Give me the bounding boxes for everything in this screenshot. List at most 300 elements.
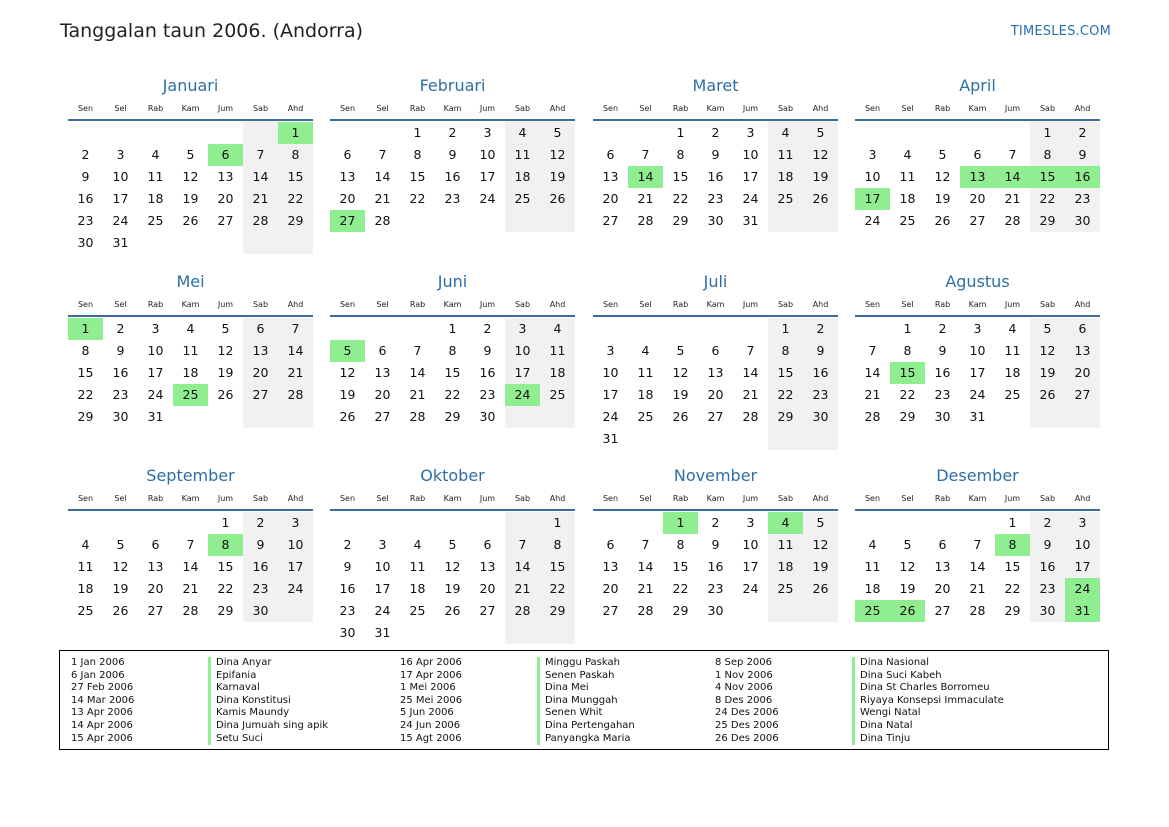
empty-cell — [855, 318, 890, 340]
day-cell: 16 — [707, 169, 724, 184]
day-cell: 18 — [540, 362, 575, 384]
day-cell: 28 — [1004, 213, 1021, 228]
day-cell: 31 — [374, 625, 391, 640]
day-cell: 15 — [1004, 559, 1021, 574]
day-cell: 26 — [803, 578, 838, 600]
holiday-day-cell: 16 — [1065, 166, 1100, 188]
day-cell: 15 — [409, 169, 426, 184]
day-cell: 7 — [278, 318, 313, 340]
weekday-header — [855, 297, 1100, 313]
holiday-name: Senen Paskah — [537, 670, 635, 683]
weekday-label: Rab — [409, 300, 426, 309]
empty-cell — [505, 406, 540, 428]
day-cell: 17 — [505, 362, 540, 384]
day-cell: 25 — [147, 213, 164, 228]
day-cell: 30 — [1065, 210, 1100, 232]
weekday-header — [330, 101, 575, 117]
holiday-name-column — [537, 657, 635, 745]
holiday-name-column — [852, 657, 1004, 745]
month-november — [593, 464, 838, 622]
day-cell: 13 — [243, 340, 278, 362]
holiday-day-cell: 15 — [1030, 166, 1065, 188]
holiday-date: 27 Feb 2006 — [71, 682, 134, 694]
day-cell: 14 — [243, 166, 278, 188]
day-cell: 14 — [505, 556, 540, 578]
day-cell: 12 — [1030, 340, 1065, 362]
day-cell: 1 — [676, 125, 685, 140]
weekday-label: Ahd — [1074, 300, 1091, 309]
empty-cell — [400, 318, 435, 340]
day-cell: 8 — [540, 534, 575, 556]
day-cell: 4 — [186, 321, 195, 336]
day-cell: 7 — [746, 343, 755, 358]
weekday-label: Ahd — [287, 494, 304, 503]
day-cell: 11 — [182, 343, 199, 358]
day-cell: 14 — [182, 559, 199, 574]
day-grid — [855, 122, 1100, 232]
weekday-label: Sab — [1039, 494, 1056, 503]
weekday-label: Jum — [1004, 300, 1021, 309]
day-cell: 7 — [868, 343, 877, 358]
day-cell: 13 — [602, 559, 619, 574]
weekday-label: Jum — [742, 494, 759, 503]
day-cell: 7 — [973, 537, 982, 552]
day-cell: 9 — [448, 147, 457, 162]
day-cell: 20 — [243, 362, 278, 384]
holiday-day-cell: 25 — [855, 600, 890, 622]
day-cell: 3 — [483, 125, 492, 140]
weekday-label: Kam — [443, 494, 462, 503]
holiday-date: 14 Apr 2006 — [71, 719, 133, 731]
month-name: Desember — [936, 466, 1019, 485]
day-cell: 9 — [1030, 534, 1065, 556]
day-cell: 29 — [444, 409, 461, 424]
day-cell: 23 — [112, 387, 129, 402]
day-cell: 1 — [1030, 122, 1065, 144]
weekday-label: Sab — [777, 494, 794, 503]
month-juli — [593, 270, 838, 450]
day-cell: 8 — [1030, 144, 1065, 166]
day-cell: 6 — [378, 343, 387, 358]
holiday-day-cell: 8 — [208, 534, 243, 556]
day-cell: 22 — [1004, 581, 1021, 596]
day-cell: 18 — [768, 166, 803, 188]
day-cell: 19 — [339, 387, 356, 402]
day-cell: 13 — [1065, 340, 1100, 362]
day-cell: 22 — [899, 387, 916, 402]
day-cell: 21 — [505, 578, 540, 600]
day-cell: 20 — [602, 191, 619, 206]
empty-cell — [208, 122, 243, 144]
holiday-day-cell: 1 — [278, 122, 313, 144]
empty-cell — [890, 512, 925, 534]
day-cell: 4 — [81, 537, 90, 552]
day-cell: 4 — [903, 147, 912, 162]
day-cell: 6 — [606, 147, 615, 162]
empty-cell — [330, 122, 365, 144]
weekday-label: Ahd — [1074, 104, 1091, 113]
day-cell: 16 — [77, 191, 94, 206]
day-cell: 27 — [243, 384, 278, 406]
day-cell: 19 — [182, 191, 199, 206]
day-cell: 2 — [483, 321, 492, 336]
day-cell: 15 — [540, 556, 575, 578]
day-cell: 24 — [374, 603, 391, 618]
month-divider — [855, 119, 1100, 121]
day-cell: 21 — [278, 362, 313, 384]
weekday-label: Sab — [1039, 104, 1056, 113]
day-cell: 25 — [768, 578, 803, 600]
day-cell: 18 — [637, 387, 654, 402]
day-cell: 18 — [1004, 365, 1021, 380]
day-cell: 9 — [243, 534, 278, 556]
day-cell: 26 — [803, 188, 838, 210]
day-cell: 28 — [637, 213, 654, 228]
empty-cell — [68, 122, 103, 144]
empty-cell — [663, 428, 698, 450]
empty-cell — [995, 406, 1030, 428]
day-cell: 18 — [864, 581, 881, 596]
month-divider — [593, 315, 838, 317]
day-cell: 4 — [540, 318, 575, 340]
day-cell: 10 — [602, 365, 619, 380]
day-cell: 9 — [711, 147, 720, 162]
day-cell: 8 — [676, 147, 685, 162]
day-grid — [330, 122, 575, 232]
empty-cell — [278, 406, 313, 428]
day-cell: 1 — [768, 318, 803, 340]
weekday-label: Jum — [1004, 104, 1021, 113]
day-cell: 5 — [803, 512, 838, 534]
day-cell: 2 — [803, 318, 838, 340]
empty-cell — [628, 122, 663, 144]
day-cell: 2 — [711, 515, 720, 530]
month-name: Juni — [437, 272, 468, 291]
day-cell: 14 — [374, 169, 391, 184]
holiday-day-cell: 14 — [628, 166, 663, 188]
day-cell: 28 — [864, 409, 881, 424]
day-cell: 8 — [903, 343, 912, 358]
weekday-label: Rab — [672, 104, 689, 113]
weekday-label: Kam — [443, 300, 462, 309]
weekday-label: Sen — [77, 300, 94, 309]
day-cell: 12 — [112, 559, 129, 574]
holiday-name: Dina Konstitusi — [208, 695, 328, 708]
holiday-day-cell: 5 — [330, 340, 365, 362]
weekday-label: Kam — [968, 104, 987, 113]
day-cell: 1 — [221, 515, 230, 530]
weekday-label: Sab — [514, 300, 531, 309]
month-mei — [68, 270, 313, 428]
day-cell: 2 — [711, 125, 720, 140]
empty-cell — [173, 122, 208, 144]
holiday-date: 6 Jan 2006 — [71, 669, 125, 681]
holiday-name: Dina Pertengahan — [537, 720, 635, 733]
day-cell: 26 — [112, 603, 129, 618]
weekday-label: Kam — [968, 494, 987, 503]
day-cell: 30 — [479, 409, 496, 424]
holiday-day-cell: 24 — [505, 384, 540, 406]
day-cell: 25 — [768, 188, 803, 210]
empty-cell — [593, 318, 628, 340]
day-cell: 25 — [77, 603, 94, 618]
day-cell: 7 — [378, 147, 387, 162]
weekday-label: Sab — [252, 300, 269, 309]
day-cell: 27 — [707, 409, 724, 424]
weekday-label: Ahd — [549, 104, 566, 113]
holiday-day-cell: 27 — [330, 210, 365, 232]
empty-cell — [925, 512, 960, 534]
day-cell: 20 — [147, 581, 164, 596]
holiday-day-cell: 17 — [855, 188, 890, 210]
day-cell: 27 — [934, 603, 951, 618]
empty-cell — [540, 210, 575, 232]
site-link[interactable]: TIMESLES.COM — [1010, 24, 1111, 39]
empty-cell — [243, 406, 278, 428]
day-cell: 5 — [448, 537, 457, 552]
day-cell: 10 — [864, 169, 881, 184]
weekday-label: Sel — [901, 300, 914, 309]
day-cell: 21 — [374, 191, 391, 206]
day-cell: 15 — [444, 365, 461, 380]
month-divider — [330, 315, 575, 317]
day-cell: 14 — [409, 365, 426, 380]
day-cell: 20 — [602, 581, 619, 596]
day-cell: 26 — [672, 409, 689, 424]
day-cell: 31 — [602, 431, 619, 446]
day-cell: 20 — [339, 191, 356, 206]
day-grid — [330, 318, 575, 428]
month-oktober — [330, 464, 575, 644]
day-cell: 6 — [1065, 318, 1100, 340]
day-cell: 27 — [969, 213, 986, 228]
day-cell: 20 — [374, 387, 391, 402]
month-name: November — [673, 466, 758, 485]
day-cell: 6 — [151, 537, 160, 552]
weekday-label: Rab — [672, 494, 689, 503]
empty-cell — [243, 122, 278, 144]
empty-cell — [435, 210, 470, 232]
day-cell: 19 — [934, 191, 951, 206]
day-cell: 2 — [343, 537, 352, 552]
month-name: Februari — [419, 76, 486, 95]
weekday-label: Kam — [968, 300, 987, 309]
day-cell: 2 — [243, 512, 278, 534]
day-cell: 18 — [147, 191, 164, 206]
day-cell: 23 — [707, 191, 724, 206]
day-cell: 4 — [768, 122, 803, 144]
day-cell: 8 — [81, 343, 90, 358]
weekday-label: Sel — [639, 104, 652, 113]
day-cell: 16 — [243, 556, 278, 578]
day-cell: 11 — [768, 144, 803, 166]
day-cell: 30 — [77, 235, 94, 250]
month-name: Oktober — [420, 466, 485, 485]
day-cell: 14 — [637, 559, 654, 574]
holiday-date: 8 Des 2006 — [715, 694, 773, 706]
day-cell: 13 — [147, 559, 164, 574]
weekday-label: Ahd — [549, 300, 566, 309]
holiday-name: Dina Tinju — [852, 733, 1004, 746]
empty-cell — [243, 232, 278, 254]
day-cell: 27 — [602, 603, 619, 618]
day-cell: 23 — [934, 387, 951, 402]
weekday-label: Sen — [602, 104, 619, 113]
day-cell: 10 — [1065, 534, 1100, 556]
day-cell: 24 — [479, 191, 496, 206]
day-cell: 11 — [147, 169, 164, 184]
day-grid — [68, 122, 313, 254]
day-cell: 2 — [938, 321, 947, 336]
day-cell: 5 — [186, 147, 195, 162]
empty-cell — [1030, 406, 1065, 428]
holiday-list — [59, 650, 1109, 750]
weekday-label: Jum — [479, 494, 496, 503]
empty-cell — [768, 428, 803, 450]
holiday-date: 24 Jun 2006 — [400, 719, 461, 731]
month-divider — [68, 119, 313, 121]
day-cell: 15 — [672, 559, 689, 574]
day-cell: 6 — [343, 147, 352, 162]
day-cell: 30 — [707, 603, 724, 618]
day-cell: 19 — [803, 166, 838, 188]
empty-cell — [173, 232, 208, 254]
weekday-header — [593, 491, 838, 507]
day-cell: 8 — [768, 340, 803, 362]
day-cell: 21 — [864, 387, 881, 402]
holiday-date-column — [71, 657, 134, 745]
weekday-header — [330, 297, 575, 313]
weekday-label: Kam — [181, 104, 200, 113]
holiday-day-cell: 1 — [663, 512, 698, 534]
day-cell: 10 — [112, 169, 129, 184]
holiday-day-cell: 1 — [68, 318, 103, 340]
day-cell: 11 — [768, 534, 803, 556]
day-cell: 27 — [217, 213, 234, 228]
holiday-date: 26 Des 2006 — [715, 732, 779, 744]
day-cell: 12 — [934, 169, 951, 184]
day-cell: 27 — [374, 409, 391, 424]
day-cell: 2 — [116, 321, 125, 336]
day-cell: 24 — [147, 387, 164, 402]
day-grid — [593, 318, 838, 450]
holiday-name: Setu Suci — [208, 733, 328, 746]
day-cell: 14 — [278, 340, 313, 362]
weekday-label: Sen — [864, 300, 881, 309]
day-cell: 29 — [672, 213, 689, 228]
weekday-label: Ahd — [287, 104, 304, 113]
weekday-label: Sen — [864, 104, 881, 113]
day-cell: 14 — [864, 365, 881, 380]
weekday-label: Sen — [339, 104, 356, 113]
day-cell: 5 — [903, 537, 912, 552]
weekday-label: Sel — [114, 300, 127, 309]
empty-cell — [1065, 406, 1100, 428]
month-name: September — [146, 466, 235, 485]
weekday-label: Kam — [706, 494, 725, 503]
day-cell: 21 — [409, 387, 426, 402]
day-cell: 18 — [899, 191, 916, 206]
day-cell: 7 — [641, 537, 650, 552]
weekday-label: Ahd — [812, 300, 829, 309]
empty-cell — [733, 318, 768, 340]
holiday-date-column — [715, 657, 779, 745]
day-cell: 4 — [1008, 321, 1017, 336]
weekday-label: Kam — [706, 104, 725, 113]
month-name: Maret — [692, 76, 739, 95]
weekday-label: Kam — [443, 104, 462, 113]
day-cell: 4 — [868, 537, 877, 552]
weekday-label: Jum — [479, 300, 496, 309]
day-cell: 7 — [186, 537, 195, 552]
holiday-day-cell: 8 — [995, 534, 1030, 556]
day-cell: 24 — [278, 578, 313, 600]
weekday-label: Ahd — [1074, 494, 1091, 503]
day-cell: 16 — [934, 365, 951, 380]
holiday-day-cell: 13 — [960, 166, 995, 188]
day-cell: 9 — [116, 343, 125, 358]
day-cell: 21 — [637, 581, 654, 596]
day-cell: 28 — [182, 603, 199, 618]
empty-cell — [470, 210, 505, 232]
month-agustus — [855, 270, 1100, 428]
day-cell: 6 — [973, 147, 982, 162]
empty-cell — [768, 210, 803, 232]
weekday-label: Jum — [217, 104, 234, 113]
month-name: Agustus — [945, 272, 1010, 291]
weekday-label: Sel — [114, 104, 127, 113]
day-cell: 25 — [540, 384, 575, 406]
holiday-name: Panyangka Maria — [537, 733, 635, 746]
day-cell: 9 — [711, 537, 720, 552]
day-cell: 22 — [409, 191, 426, 206]
empty-cell — [400, 622, 435, 644]
day-cell: 10 — [505, 340, 540, 362]
empty-cell — [505, 210, 540, 232]
day-cell: 7 — [505, 534, 540, 556]
weekday-label: Kam — [706, 300, 725, 309]
weekday-label: Rab — [147, 494, 164, 503]
holiday-name: Epifania — [208, 670, 328, 683]
holiday-name: Dina Natal — [852, 720, 1004, 733]
day-cell: 17 — [374, 581, 391, 596]
day-cell: 22 — [77, 387, 94, 402]
empty-cell — [803, 428, 838, 450]
month-september — [68, 464, 313, 622]
day-cell: 16 — [112, 365, 129, 380]
day-cell: 2 — [1065, 122, 1100, 144]
day-cell: 17 — [278, 556, 313, 578]
day-cell: 9 — [938, 343, 947, 358]
day-cell: 22 — [217, 581, 234, 596]
weekday-label: Rab — [409, 104, 426, 113]
day-cell: 1 — [1008, 515, 1017, 530]
month-divider — [855, 315, 1100, 317]
weekday-label: Rab — [934, 494, 951, 503]
weekday-label: Ahd — [287, 300, 304, 309]
day-cell: 21 — [969, 581, 986, 596]
day-grid — [855, 512, 1100, 622]
day-cell: 7 — [243, 144, 278, 166]
day-cell: 30 — [112, 409, 129, 424]
day-cell: 24 — [864, 213, 881, 228]
day-cell: 25 — [637, 409, 654, 424]
holiday-date: 5 Jun 2006 — [400, 707, 454, 719]
day-cell: 12 — [803, 144, 838, 166]
day-cell: 12 — [444, 559, 461, 574]
day-cell: 7 — [413, 343, 422, 358]
day-cell: 20 — [707, 387, 724, 402]
